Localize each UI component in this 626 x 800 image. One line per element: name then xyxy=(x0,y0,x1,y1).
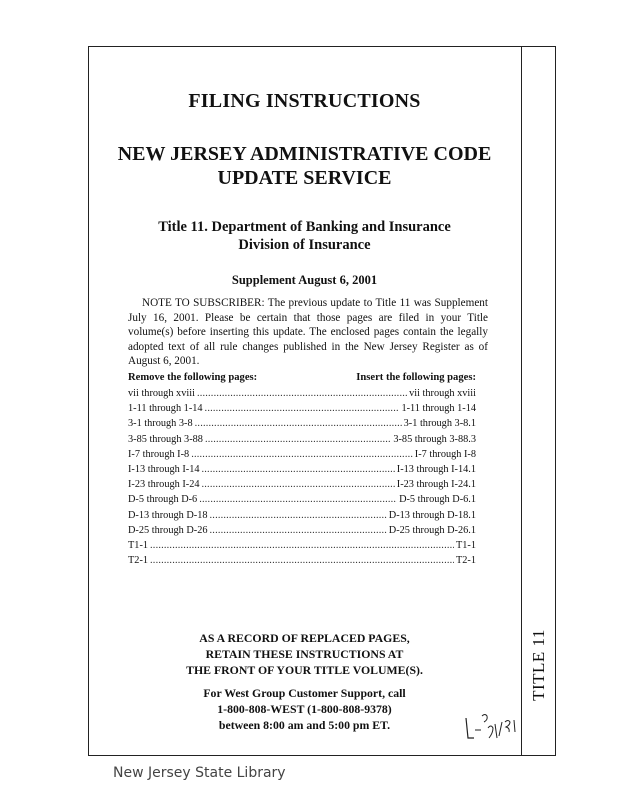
insert-pages: 3-1 through 3-8.1 xyxy=(403,418,476,430)
insert-pages: I-13 through I-14.1 xyxy=(396,463,476,475)
subject-line1: Title 11. Department of Banking and Insurance xyxy=(158,219,451,235)
remove-pages: T1-1 xyxy=(128,539,149,551)
leader-dots xyxy=(210,508,387,523)
remove-pages: vii through xviii xyxy=(128,388,195,399)
subject-line2: Division of Insurance xyxy=(238,237,371,253)
remove-pages: D-25 through D-26 xyxy=(128,524,208,536)
table-row xyxy=(128,523,476,538)
table-row xyxy=(128,416,476,431)
remove-pages: D-5 through D-6 xyxy=(128,494,198,506)
leader-dots xyxy=(205,432,391,447)
leader-dots xyxy=(150,538,454,553)
remove-pages: I-13 through I-14 xyxy=(128,463,200,475)
table-row xyxy=(128,492,476,507)
table-row xyxy=(128,538,476,553)
insert-header: Insert the following pages: xyxy=(356,372,476,383)
remove-pages: 3-1 through 3-8 xyxy=(128,418,193,430)
table-row xyxy=(128,508,476,523)
code-title-line2: UPDATE SERVICE xyxy=(217,167,392,189)
retain-line2: RETAIN THESE INSTRUCTIONS AT xyxy=(205,647,404,661)
remove-header: Remove the following pages: xyxy=(128,372,258,383)
customer-support xyxy=(88,685,521,733)
insert-pages: D-25 through D-26.1 xyxy=(388,524,476,536)
note-to-subscriber: NOTE TO SUBSCRIBER: The previous update to Title 11 was Supplement July 16, 2001. Please be certain that those pages are filed in your Title volume(s) before inserting this update. The enclosed pages contain the legally adopted text of all rule changes published in the New Jersey Register as of August 6, 2001. xyxy=(128,297,488,368)
table-row xyxy=(128,447,476,462)
spine-label: TITLE 11 xyxy=(529,629,549,701)
insert-pages: 1-11 through 1-14 xyxy=(401,403,476,415)
insert-pages: 3-85 through 3-88.3 xyxy=(393,433,476,445)
leader-dots xyxy=(202,477,395,492)
leader-dots xyxy=(195,416,402,431)
pages-table-header xyxy=(128,372,476,383)
code-title xyxy=(88,142,521,190)
insert-pages: T1-1 xyxy=(455,539,476,551)
handwritten-annotation-icon xyxy=(462,712,522,746)
table-row xyxy=(128,462,476,477)
spine-tab xyxy=(526,620,552,710)
table-row xyxy=(128,553,476,568)
retain-line3: THE FRONT OF YOUR TITLE VOLUME(S). xyxy=(186,663,423,677)
code-title-line1: NEW JERSEY ADMINISTRATIVE CODE xyxy=(117,143,492,165)
leader-dots xyxy=(191,447,413,462)
leader-dots xyxy=(202,462,395,477)
insert-pages: D-5 through D-6.1 xyxy=(399,494,476,506)
remove-pages: I-23 through I-24 xyxy=(128,479,200,491)
table-row xyxy=(128,432,476,447)
remove-pages: I-7 through I-8 xyxy=(128,448,190,460)
title-tab-divider xyxy=(521,46,522,756)
support-hours: between 8:00 am and 5:00 pm ET. xyxy=(218,718,391,732)
pages-table xyxy=(128,386,476,568)
remove-pages: 3-85 through 3-88 xyxy=(128,433,203,445)
retain-line1: AS A RECORD OF REPLACED PAGES, xyxy=(199,631,410,645)
leader-dots xyxy=(199,492,397,507)
table-row xyxy=(128,401,476,416)
remove-pages: 1-11 through 1-14 xyxy=(128,403,203,415)
insert-pages: I-7 through I-8 xyxy=(414,448,476,460)
support-phone: 1-800-808-WEST (1-800-808-9378) xyxy=(217,702,392,716)
leader-dots xyxy=(150,553,454,568)
support-line1: For West Group Customer Support, call xyxy=(203,686,406,700)
leader-dots xyxy=(197,386,407,401)
document-title: FILING INSTRUCTIONS xyxy=(188,90,421,112)
remove-pages: T2-1 xyxy=(128,555,149,567)
subject-heading xyxy=(88,218,521,254)
leader-dots xyxy=(210,523,387,538)
insert-pages: D-13 through D-18.1 xyxy=(388,509,476,521)
insert-pages: T2-1 xyxy=(455,555,476,567)
retain-instructions xyxy=(88,630,521,678)
table-row xyxy=(128,386,476,401)
insert-pages: I-23 through I-24.1 xyxy=(396,479,476,491)
supplement-date: Supplement August 6, 2001 xyxy=(231,273,378,287)
remove-pages: D-13 through D-18 xyxy=(128,509,208,521)
leader-dots xyxy=(205,401,400,416)
table-row xyxy=(128,477,476,492)
insert-pages: vii through xviii xyxy=(409,388,476,399)
library-stamp: New Jersey State Library xyxy=(113,765,286,781)
